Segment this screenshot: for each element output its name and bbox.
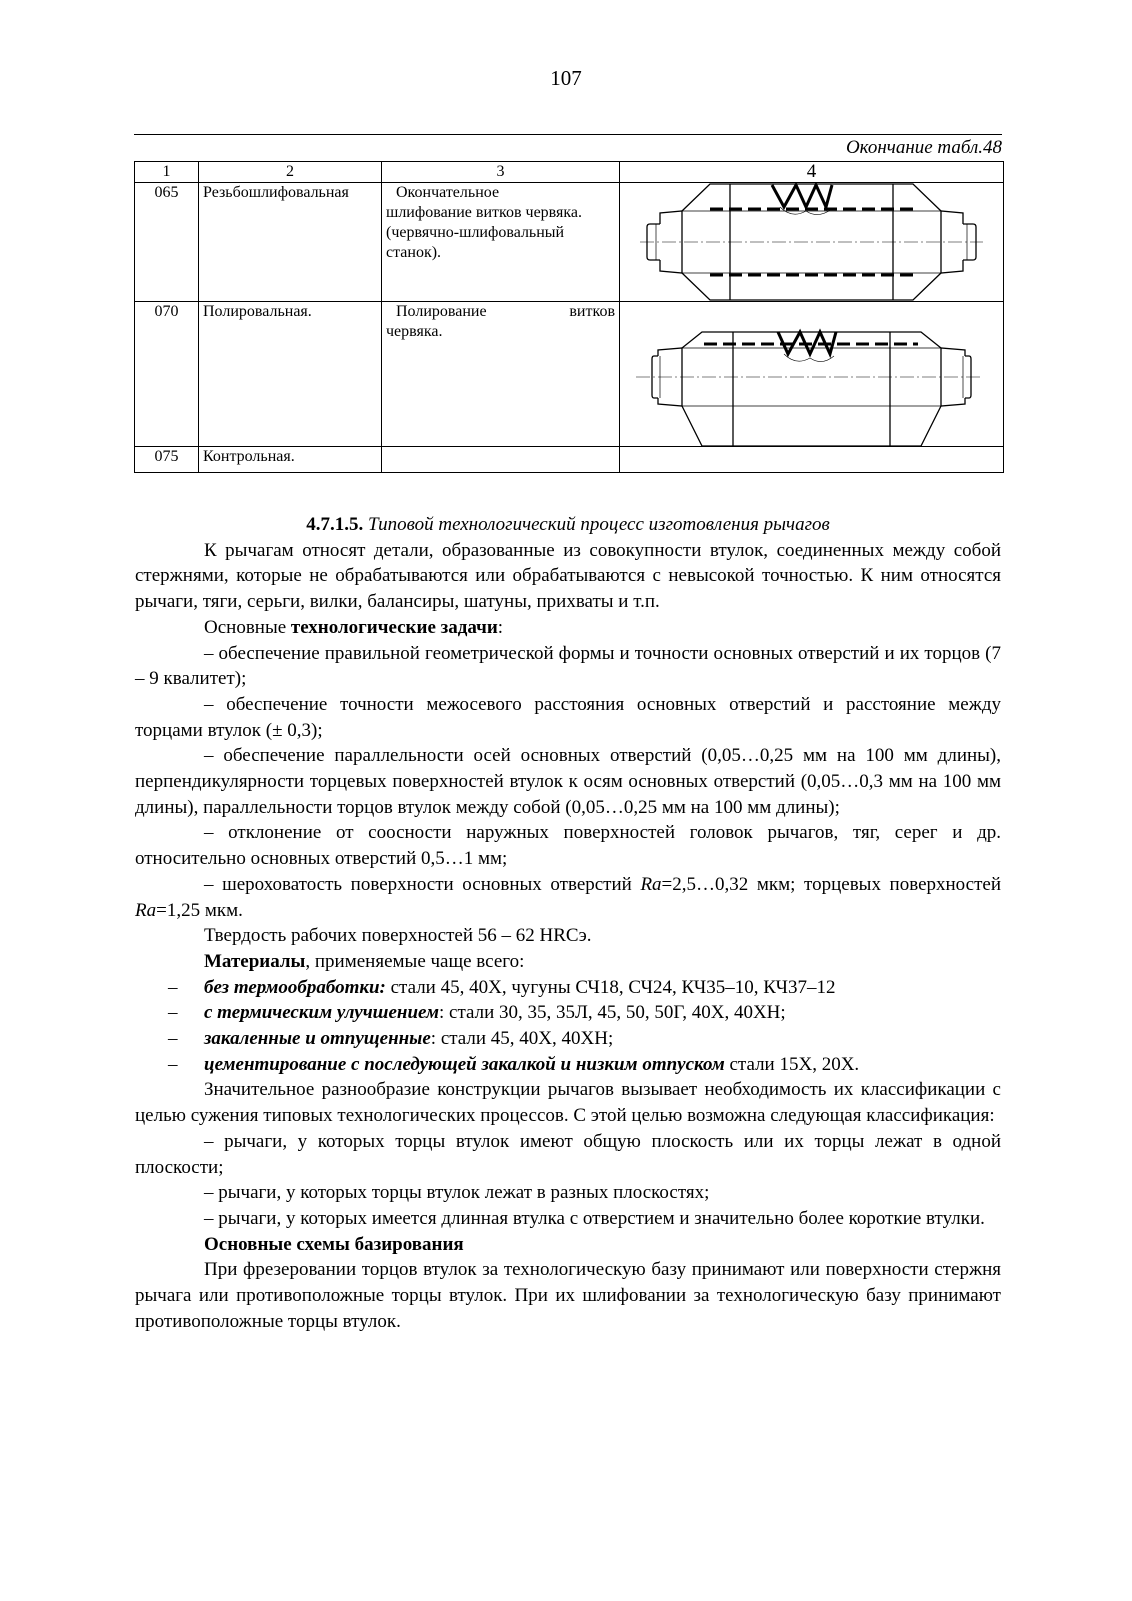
materials-intro	[135, 949, 1001, 975]
operation-content	[382, 447, 620, 473]
ra-symbol: Ra	[135, 899, 157, 921]
text-run: , применяемые чаще всего:	[305, 950, 525, 972]
operation-name: Резьбошлифовальная	[199, 183, 382, 302]
table-header-cell: 1	[135, 162, 199, 183]
page-number: 107	[550, 66, 582, 90]
task-item: – обеспечение точности межосевого расстояния основных отверстий и расстояние между торцами втулок (± 0,3);	[135, 693, 1001, 741]
operation-name: Контрольная.	[199, 447, 382, 473]
section-heading	[135, 512, 1001, 538]
list-dash: –	[168, 976, 178, 998]
task-item: – обеспечение параллельности осей основных отверстий (0,05…0,25 мм на 100 мм длины), перпендикулярности торцевых поверхностей втулок к осям основных отверстий (0,05…0,3 мм на 100 мм длины), параллельности торцов втулок между собой (0,05…0,25 мм на 100 мм длины);	[135, 745, 1001, 818]
class-item: – рычаги, у которых торцы втулок лежат в разных плоскостях;	[204, 1182, 710, 1204]
worm-shaft-drawing	[620, 183, 1003, 301]
list-dash: –	[168, 1002, 178, 1024]
material-item	[135, 1000, 1001, 1026]
operation-number: 065	[135, 183, 199, 302]
text-run: Основные	[204, 616, 291, 638]
operation-content	[382, 302, 620, 447]
content-line: Окончательное	[396, 184, 500, 201]
operations-table	[134, 161, 1004, 473]
operation-name: Полировальная.	[199, 302, 382, 447]
text-run: : стали 30, 35, 35Л, 45, 50, 50Г, 40Х, 40ХН;	[439, 1002, 786, 1024]
material-item	[135, 1026, 1001, 1052]
class-item: – рычаги, у которых имеется длинная втулка с отверстием и значительно более короткие втулки.	[204, 1207, 985, 1229]
operation-sketch	[620, 447, 1004, 473]
operation-sketch	[620, 302, 1004, 447]
content-rest: шлифование витков червяка. (червячно-шлифовальный станок).	[386, 204, 583, 261]
table-row	[135, 302, 1004, 447]
bold-term: Материалы	[204, 950, 306, 972]
paragraph: Значительное разнообразие конструкции рычагов вызывает необходимость их классификации с целью сужения типовых технологических процессов. С этой целью возможна следующая классификация:	[135, 1079, 1001, 1127]
table-row	[135, 183, 1004, 302]
hardness-line: Твердость рабочих поверхностей 56 – 62 HRCэ.	[204, 925, 592, 947]
list-dash: –	[168, 1028, 178, 1050]
text-run: =2,5…0,32 мкм; торцевых поверхностей	[661, 873, 1001, 895]
section-title: Типовой технологический процесс изготовления рычагов	[367, 514, 830, 535]
class-item: – рычаги, у которых торцы втулок имеют общую плоскость или их торцы лежат в одной плоскости;	[135, 1130, 1001, 1178]
tasks-intro	[135, 615, 1001, 641]
subheading-text: Основные схемы базирования	[204, 1233, 464, 1255]
table-row	[135, 447, 1004, 473]
list-dash: –	[168, 1053, 178, 1075]
operation-sketch	[620, 183, 1004, 302]
material-term: цементирование с последующей закалкой и низким отпуском	[204, 1053, 725, 1075]
task-item: – отклонение от соосности наружных поверхностей головок рычагов, тяг, серег и др. относительно основных отверстий 0,5…1 мм;	[135, 822, 1001, 870]
table-header-row	[135, 162, 1004, 183]
table-header-cell: 3	[382, 162, 620, 183]
bold-term: технологические задачи	[290, 616, 498, 638]
table-header-cell: 2	[199, 162, 382, 183]
material-item	[135, 975, 1001, 1001]
text-run: =1,25 мкм.	[156, 899, 243, 921]
operation-number: 070	[135, 302, 199, 447]
task-item: – обеспечение правильной геометрической формы и точности основных отверстий и их торцов (7 – 9 квалитет);	[135, 642, 1001, 690]
material-item	[135, 1052, 1001, 1078]
text-run: : стали 45, 40Х, 40ХН;	[430, 1028, 614, 1050]
text-run: стали 45, 40Х, чугуны СЧ18, СЧ24, КЧ35–10, КЧ37–12	[385, 976, 836, 998]
content-line: Полирование витков	[396, 303, 615, 320]
text-run: – шероховатость поверхности основных отверстий	[204, 873, 641, 895]
ra-symbol: Ra	[640, 873, 662, 895]
subheading	[135, 1232, 1001, 1258]
material-term: без термообработки:	[204, 976, 386, 998]
task-item	[135, 872, 1001, 923]
text-run: :	[497, 616, 504, 638]
body-text	[135, 512, 1001, 1335]
worm-shaft-drawing	[620, 302, 1003, 446]
operation-number: 075	[135, 447, 199, 473]
paragraph: К рычагам относят детали, образованные из совокупности втулок, соединенных между собой стержнями, которые не обрабатываются или обрабатываются с невысокой точностью. К ним относятся рычаги, тяги, серьги, вилки, балансиры, шатуны, прихваты и т.п.	[135, 539, 1001, 613]
table-caption: Окончание табл.48	[845, 137, 1002, 158]
content-rest: червяка.	[386, 323, 443, 340]
material-term: закаленные и отпущенные	[204, 1028, 431, 1050]
section-number: 4.7.1.5.	[306, 514, 364, 535]
operation-content	[382, 183, 620, 302]
table-header-cell: 4	[620, 162, 1004, 183]
text-run: стали 15Х, 20Х.	[724, 1053, 860, 1075]
material-term: с термическим улучшением	[204, 1002, 440, 1024]
header-rule	[134, 134, 1002, 135]
paragraph: При фрезеровании торцов втулок за технологическую базу принимают или поверхности стержня рычага или противоположные торцы втулок. При их шлифовании за технологическую базу принимают противоположные торцы втулок.	[135, 1259, 1001, 1332]
